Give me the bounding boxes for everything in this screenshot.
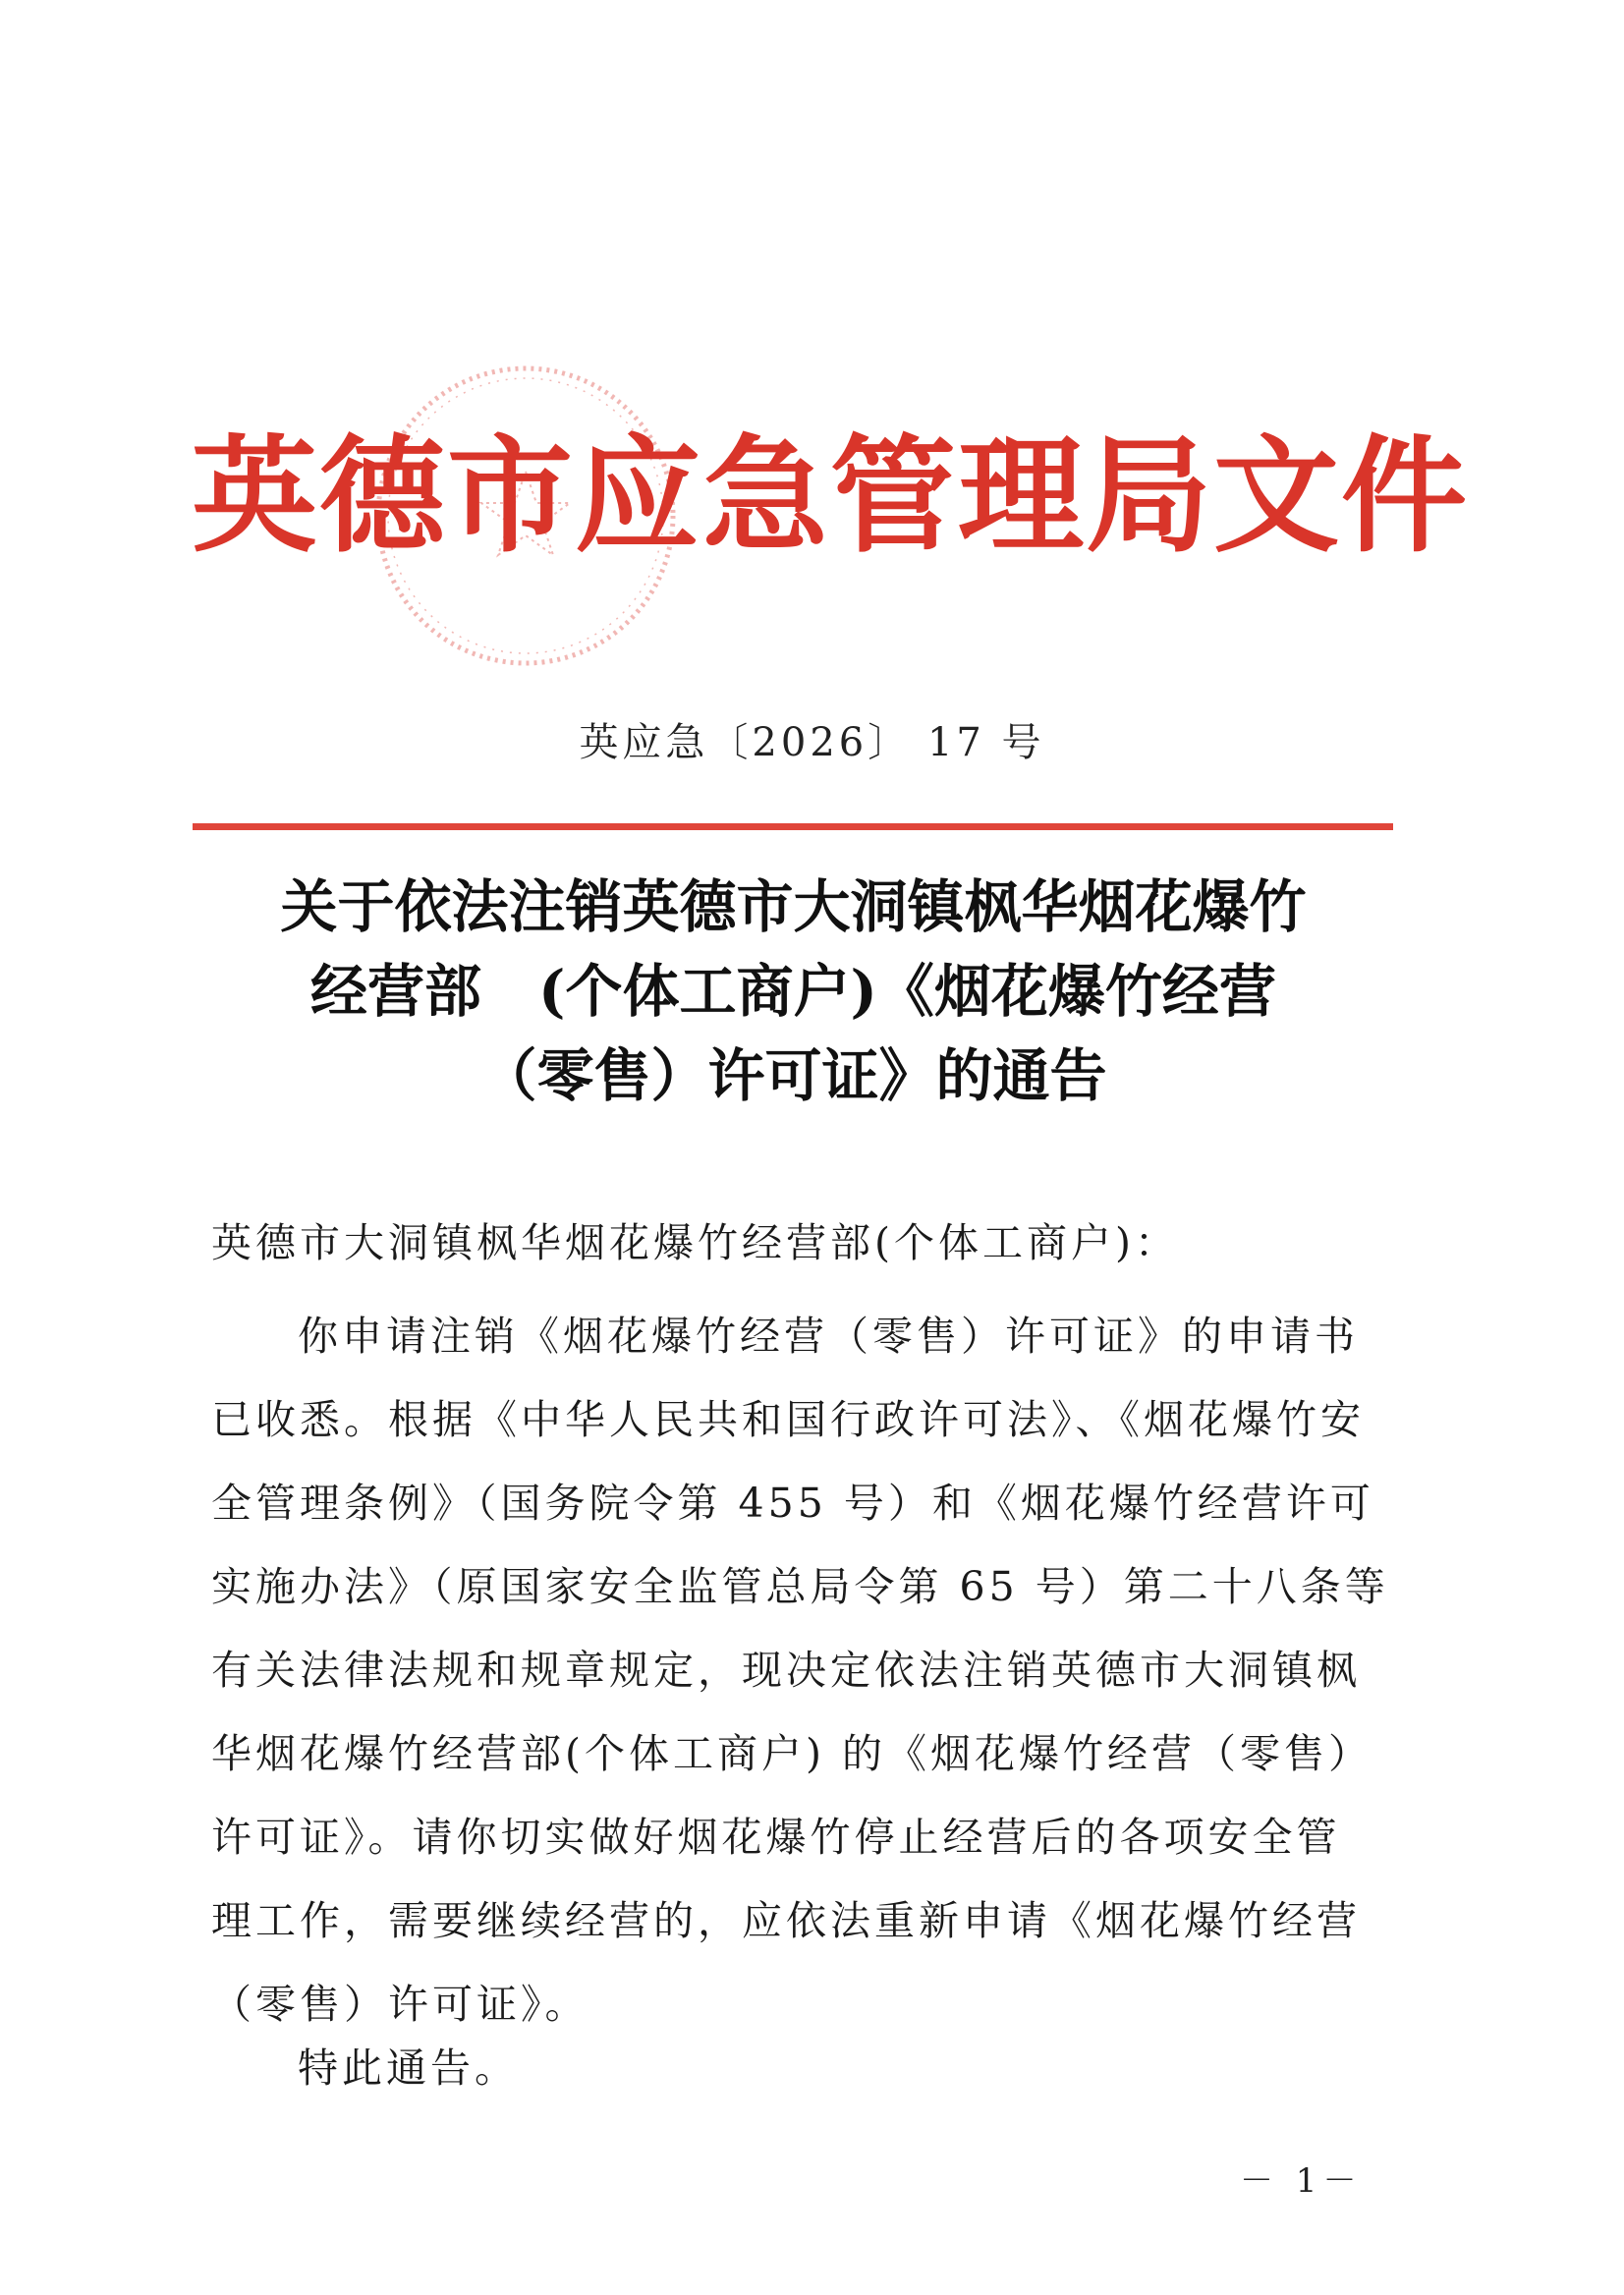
closing-text: 特此通告。 <box>298 2044 519 2092</box>
body-line: 许可证》。请你切实做好烟花爆竹停止经营后的各项安全管 <box>211 1814 1341 1861</box>
red-divider <box>193 823 1393 830</box>
title-line: （零售）许可证》的通告 <box>479 1042 1107 1109</box>
title-line: 经营部 (个体工商户)《烟花爆竹经营 <box>310 958 1276 1025</box>
body-text <box>211 1295 1389 2046</box>
issuer-header: 英德市应急管理局文件 <box>192 422 1470 570</box>
body-line: （零售）许可证》。 <box>211 1981 589 2028</box>
salutation: 英德市大洞镇枫华烟花爆竹经营部(个体工商户)： <box>211 1219 1179 1266</box>
body-line: 你申请注销《烟花爆竹经营（零售）许可证》的申请书 <box>298 1313 1359 1360</box>
document-title <box>196 865 1390 1118</box>
body-line: 理工作，需要继续经营的，应依法重新申请《烟花爆竹经营 <box>211 1897 1361 1944</box>
body-line: 已收悉。根据《中华人民共和国行政许可法》、《烟花爆竹安 <box>211 1396 1365 1443</box>
title-line: 关于依法注销英德市大洞镇枫华烟花爆竹 <box>280 873 1307 940</box>
body-line: 实施办法》（原国家安全监管总局令第 65 号）第二十八条等 <box>211 1563 1389 1610</box>
document-number: 英应急〔2026〕 17 号 <box>579 720 1045 765</box>
page-number: － 1－ <box>1240 2161 1363 2201</box>
body-line: 有关法律法规和规章规定，现决定依法注销英德市大洞镇枫 <box>211 1647 1361 1694</box>
body-line: 华烟花爆竹经营部(个体工商户) 的《烟花爆竹经营（零售） <box>211 1730 1373 1777</box>
body-line: 全管理条例》（国务院令第 455 号）和《烟花爆竹经营许可 <box>211 1480 1374 1527</box>
